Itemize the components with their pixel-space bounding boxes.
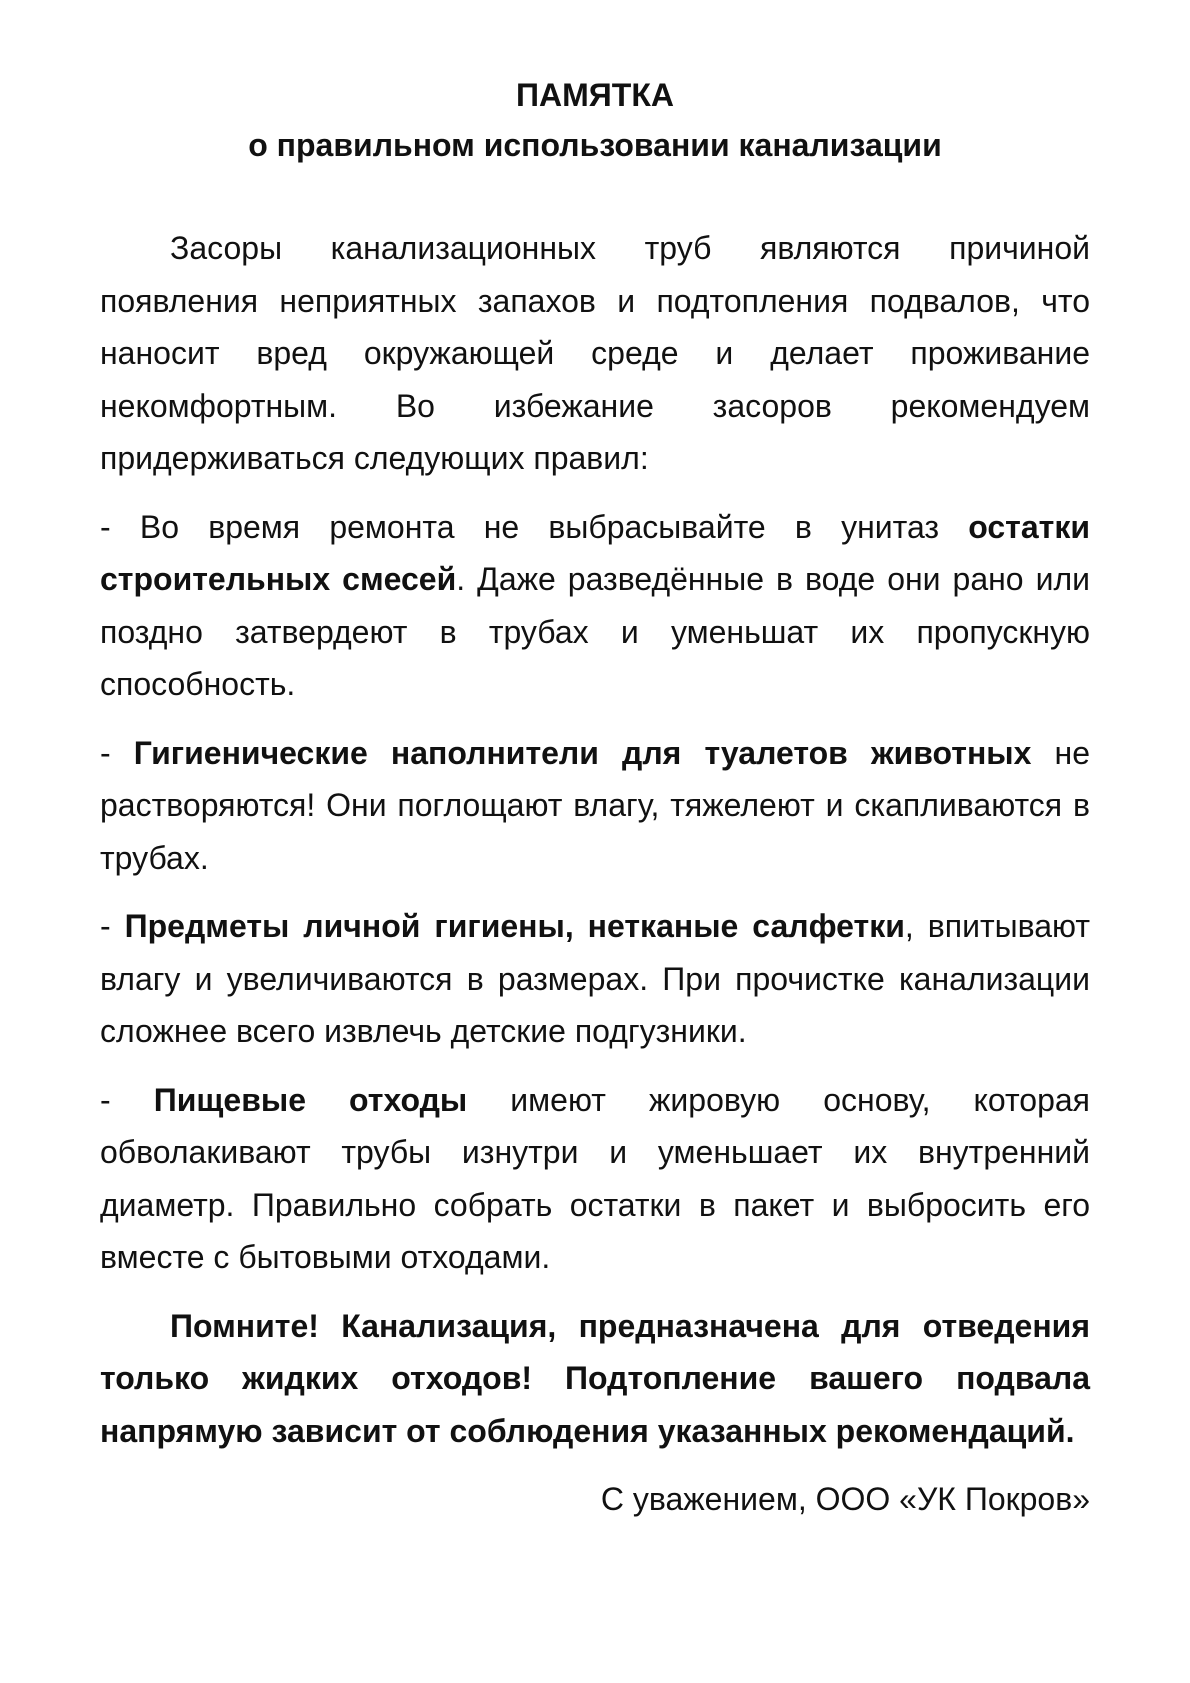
intro-paragraph: Засоры канализационных труб являются причиной появления неприятных запахов и подтопления подвалов, что наносит вред окружающей среде и делает проживание некомфортным. Во избежание засоров рекомендуем придерживаться следующих правил: [100, 230, 1090, 476]
rule-item-3-bold: Предметы личной гигиены, нетканые салфетки [124, 908, 905, 944]
signature: С уважением, ООО «УК Покров» [600, 1481, 1090, 1517]
rule-item-3 [100, 900, 1090, 1058]
rule-item-4 [100, 1074, 1090, 1284]
rule-item-2-suffix: не растворяются! Они поглощают влагу, тяжелеют и скапливаются в трубах. [100, 734, 1091, 876]
rule-item-1-prefix: - Во время ремонта не выбрасывайте в унитаз [100, 508, 969, 545]
rule-item-1 [100, 501, 1090, 711]
rule-item-4-bold: Пищевые отходы [153, 1081, 468, 1118]
document-subtitle: о правильном использовании канализации [248, 127, 942, 163]
rule-item-3-prefix: - [100, 908, 125, 944]
final-warning: Помните! Канализация, предназначена для отведения только жидких отходов! Подтопление вашего подвала напрямую зависит от соблюдения указанных рекомендаций. [100, 1307, 1090, 1449]
rule-item-2-bold: Гигиенические наполнители для туалетов животных [133, 734, 1032, 771]
rule-item-1-suffix: . Даже разведённые в воде они рано или поздно затвердеют в трубах и уменьшат их пропускную способность. [100, 561, 1091, 702]
document-page [100, 70, 1090, 1557]
rule-item-3-suffix: , впитывают влагу и увеличиваются в размерах. При прочистке канализации сложнее всего извлечь детские подгузники. [100, 908, 1091, 1049]
rule-item-4-suffix: имеют жировую основу, которая обволакивают трубы изнутри и уменьшает их внутренний диаметр. Правильно собрать остатки в пакет и выбросить его вместе с бытовыми отходами. [100, 1081, 1090, 1275]
rule-item-2 [100, 727, 1090, 885]
rule-item-4-prefix: - [100, 1081, 154, 1118]
rule-item-1-bold: остатки строительных смесей [100, 508, 1090, 597]
rule-item-2-prefix: - [100, 734, 134, 771]
document-title: ПАМЯТКА [516, 77, 674, 113]
